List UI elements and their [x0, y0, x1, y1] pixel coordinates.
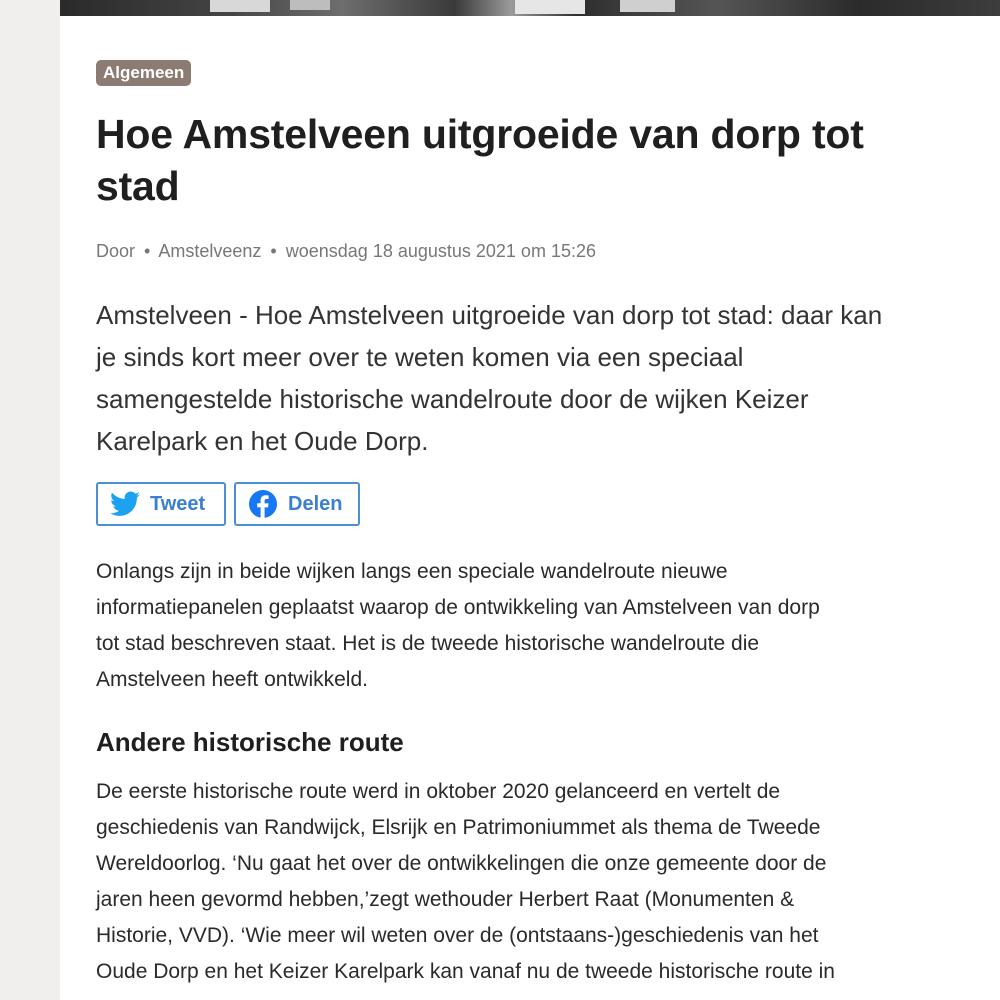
article-lead: [96, 294, 966, 462]
hero-image-detail: [515, 0, 585, 14]
paragraph-line: geschiedenis van Randwijck, Elsrijk en Patrimoniummet als thema de Tweede: [96, 816, 821, 839]
article-meta: [96, 239, 966, 263]
paragraph-line: Oude Dorp en het Keizer Karelpark kan vanaf nu de tweede historische route in: [96, 960, 835, 983]
paragraph-line: informatiepanelen geplaatst waarop de ontwikkeling van Amstelveen van dorp: [96, 596, 820, 619]
hero-image[interactable]: [60, 0, 1000, 16]
lead-line: Amstelveen - Hoe Amstelveen uitgroeide van dorp tot stad: daar kan: [96, 300, 883, 330]
tweet-button[interactable]: [96, 482, 226, 526]
paragraph-line: tot stad beschreven staat. Het is de tweede historische wandelroute die: [96, 632, 760, 655]
hero-image-detail: [620, 0, 675, 12]
lead-line: samengestelde historische wandelroute door de wijken Keizer: [96, 384, 809, 414]
paragraph-line: jaren heen gevormd hebben,’zegt wethouder Herbert Raat (Monumenten &: [96, 888, 795, 911]
meta-separator: •: [270, 241, 277, 261]
delen-label: Delen: [288, 492, 343, 515]
paragraph-line: Onlangs zijn in beide wijken langs een speciale wandelroute nieuwe: [96, 560, 728, 583]
paragraph-line: Wereldoorlog. ‘Nu gaat het over de ontwikkelingen die onze gemeente door de: [96, 852, 827, 875]
paragraph-line: Amstelveen heeft ontwikkeld.: [96, 668, 368, 691]
article-title: [96, 108, 966, 212]
tweet-label: Tweet: [150, 492, 206, 515]
article-title-line: Hoe Amstelveen uitgroeide van dorp tot: [96, 111, 864, 157]
category-badge[interactable]: Algemeen: [96, 60, 191, 86]
meta-separator: •: [144, 241, 151, 261]
lead-line: je sinds kort meer over te weten komen via een speciaal: [96, 342, 744, 372]
paragraph-line: Historie, VVD). ‘Wie meer wil weten over de (ontstaans-)geschiedenis van het: [96, 924, 819, 947]
paragraph-line: De eerste historische route werd in oktober 2020 gelanceerd en vertelt de: [96, 780, 781, 803]
hero-image-detail: [210, 0, 270, 12]
meta-author[interactable]: Amstelveenz: [158, 241, 262, 261]
section-heading: Andere historische route: [96, 727, 404, 757]
meta-date: woensdag 18 augustus 2021 om 15:26: [285, 241, 596, 261]
share-buttons: [96, 482, 966, 526]
lead-line: Karelpark en het Oude Dorp.: [96, 426, 429, 456]
article-content: [96, 60, 966, 990]
twitter-icon: [110, 489, 140, 519]
article-title-line: stad: [96, 163, 180, 209]
meta-by: Door: [96, 241, 136, 261]
article-paragraph: [96, 774, 966, 990]
article-card: [60, 0, 1000, 1000]
article-paragraph: [96, 554, 966, 698]
facebook-icon: [248, 489, 278, 519]
facebook-share-button[interactable]: [234, 482, 360, 526]
hero-image-detail: [290, 0, 330, 10]
